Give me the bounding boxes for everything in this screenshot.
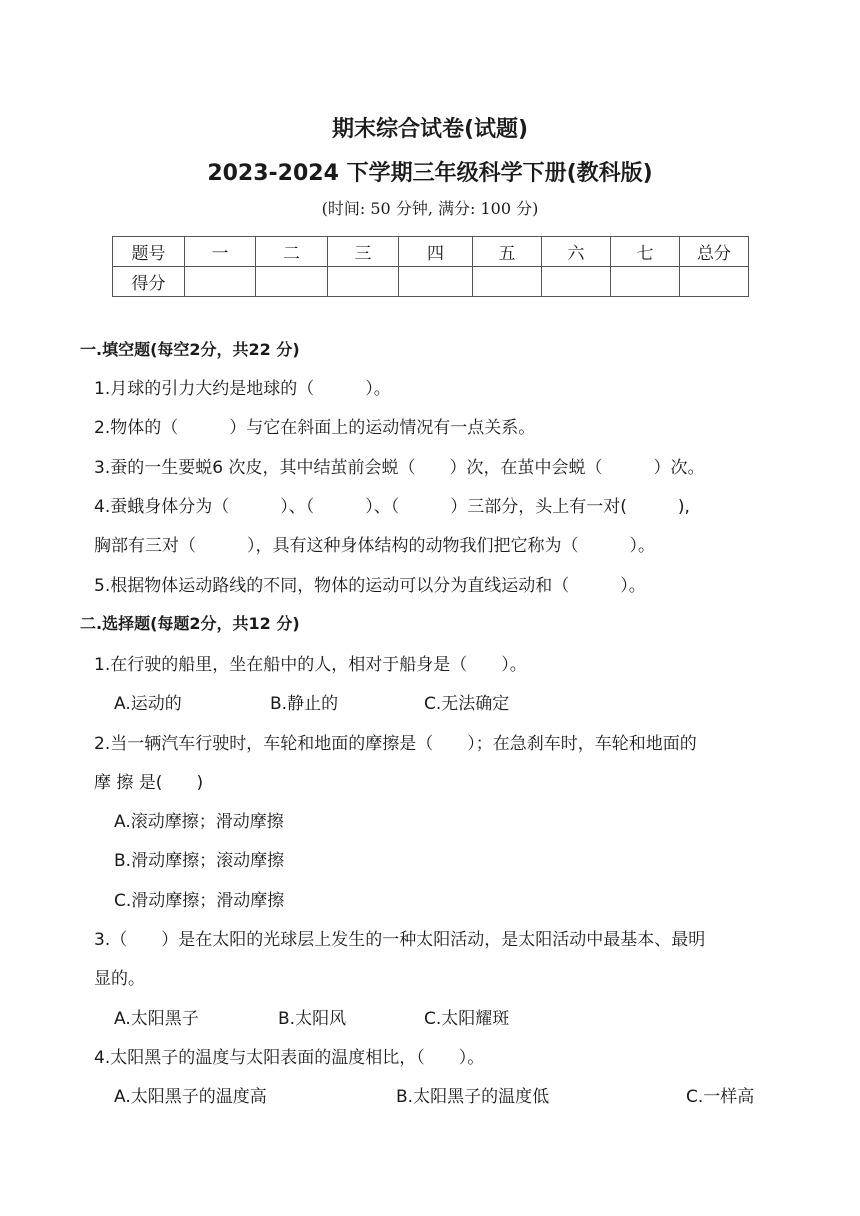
answer-option: C.一样高 [686,1087,755,1107]
score-table-cell: 五 [473,237,542,267]
score-table-cell: 二 [256,237,328,267]
question-text: 5.根据物体运动路线的不同，物体的运动可以分为直线运动和（ ）。 [94,576,646,596]
score-table-score-row [113,267,749,297]
exam-time-info: (时间: 50 分钟, 满分: 100 分) [321,199,539,218]
answer-option: B.滑动摩擦；滚动摩擦 [114,851,285,871]
score-cell-empty [328,267,399,297]
question-text: 显的。 [94,969,145,989]
answer-option: A.运动的 [114,694,182,714]
score-table-cell: 一 [185,237,256,267]
question-text: 4.太阳黑子的温度与太阳表面的温度相比，（ ）。 [94,1048,485,1068]
section-heading-fill-blank: 一.填空题(每空2分，共22 分) [80,340,300,359]
question-text: 3.蚕的一生要蜕6 次皮，其中结茧前会蜕（ ）次，在茧中会蜕（ ）次。 [94,458,705,478]
score-cell-empty [473,267,542,297]
question-text: 2.物体的（ ）与它在斜面上的运动情况有一点关系。 [94,418,536,438]
score-cell-empty [542,267,611,297]
answer-option: B.太阳风 [278,1009,347,1029]
question-text: 1.月球的引力大约是地球的（ ）。 [94,379,391,399]
score-table-cell: 六 [542,237,611,267]
score-table-cell: 题号 [113,237,185,267]
score-cell-empty [256,267,328,297]
score-cell-empty [399,267,473,297]
answer-option: A.太阳黑子 [114,1009,199,1029]
answer-option: B.太阳黑子的温度低 [396,1087,550,1107]
score-table-cell: 得分 [113,267,185,297]
question-text: 1.在行驶的船里，坐在船中的人，相对于船身是（ ）。 [94,655,527,675]
score-table-cell: 三 [328,237,399,267]
question-text: 2.当一辆汽车行驶时，车轮和地面的摩擦是（ ）；在急刹车时，车轮和地面的 [94,734,697,754]
answer-option: C.滑动摩擦；滑动摩擦 [114,891,285,911]
score-table [112,236,749,297]
score-table-cell: 总分 [680,237,749,267]
question-text: 4.蚕蛾身体分为（ ）、（ ）、（ ）三部分，头上有一对( ), [94,497,690,517]
document-subtitle: 2023-2024 下学期三年级科学下册(教科版) [207,161,653,186]
question-text: 3.（ ）是在太阳的光球层上发生的一种太阳活动，是太阳活动中最基本、最明 [94,930,706,950]
answer-option: C.太阳耀斑 [424,1009,510,1029]
answer-option: A.滚动摩擦；滑动摩擦 [114,812,284,832]
question-text: 摩 擦 是( ) [94,773,204,793]
answer-option: C.无法确定 [424,694,510,714]
score-table-cell: 七 [611,237,680,267]
question-text: 胸部有三对（ ），具有这种身体结构的动物我们把它称为（ ）。 [94,536,655,556]
score-cell-empty [680,267,749,297]
document-title: 期末综合试卷(试题) [331,117,529,142]
answer-option: A.太阳黑子的温度高 [114,1087,267,1107]
score-cell-empty [611,267,680,297]
section-heading-multiple-choice: 二.选择题(每题2分，共12 分) [80,614,300,633]
score-table-cell: 四 [399,237,473,267]
score-cell-empty [185,267,256,297]
score-table-header-row [113,237,749,267]
answer-option: B.静止的 [270,694,339,714]
